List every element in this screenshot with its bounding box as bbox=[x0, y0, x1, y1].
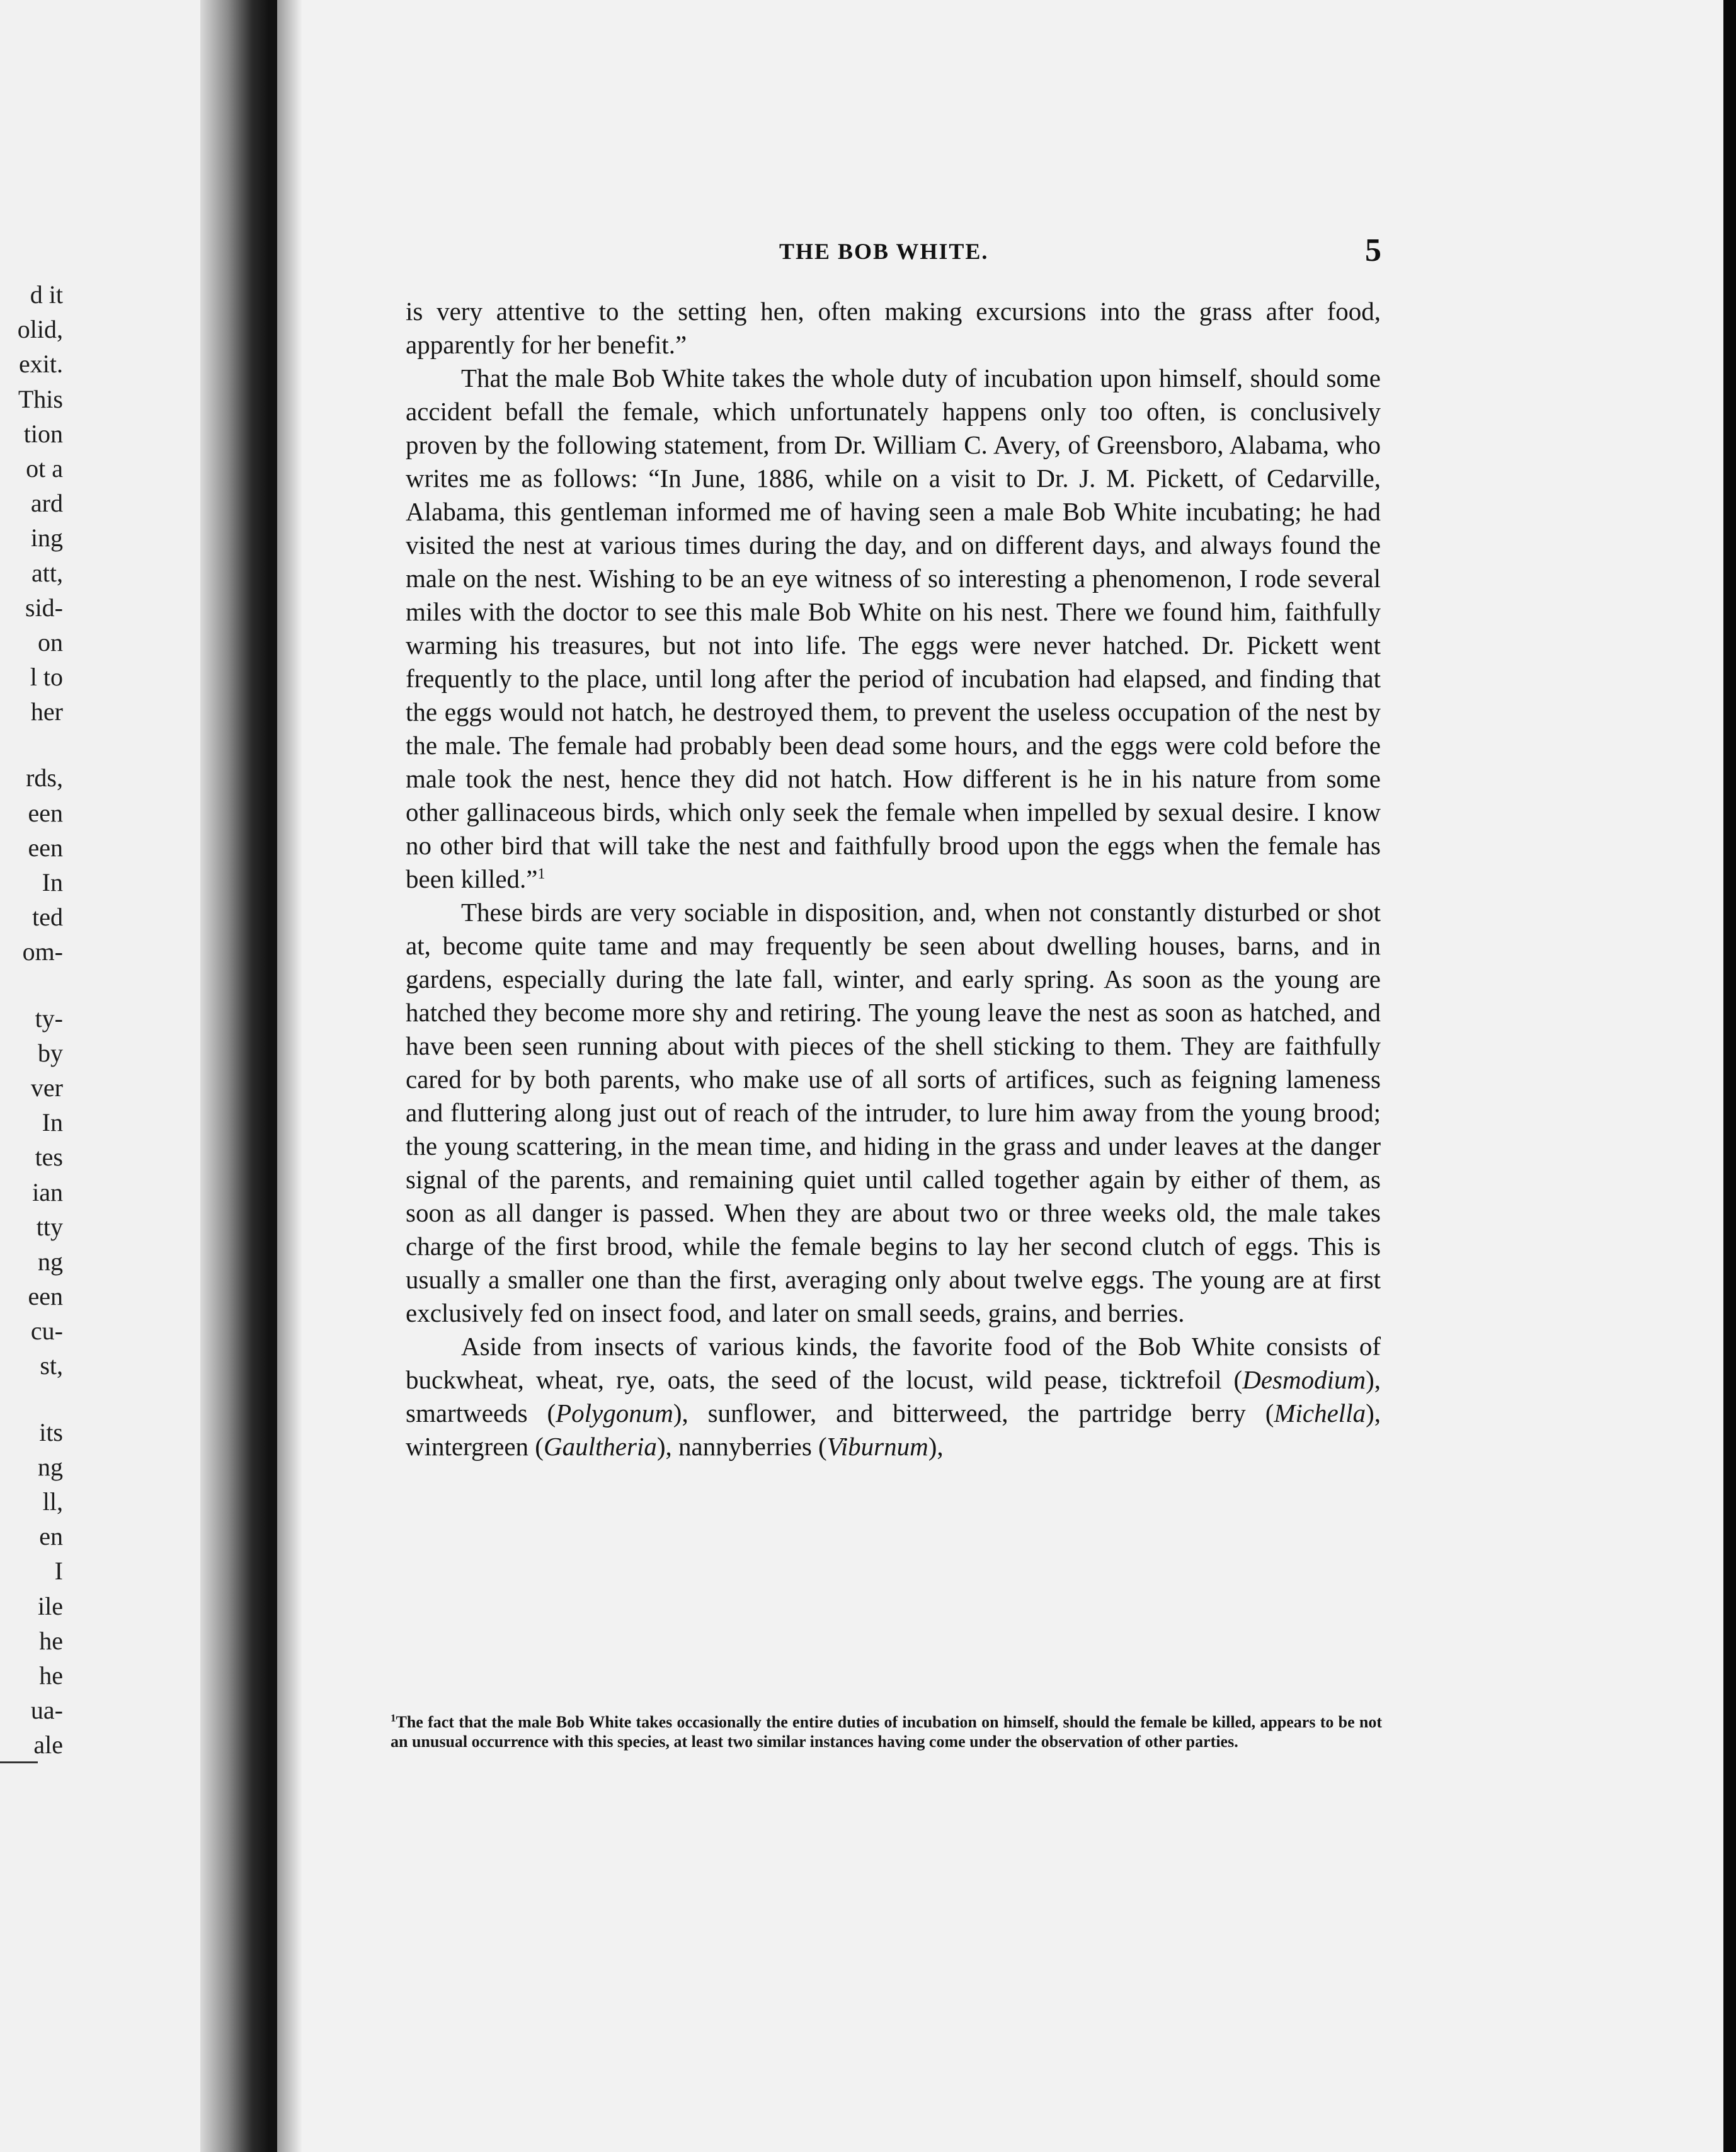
paragraph-2-text: That the male Bob White takes the whole duty of incubation upon himself, should some accident befall the female, which unfortunately happens only too often, is conclusively proven by the following statement, from Dr. William C. Avery, of Greensboro, Alabama, who writes me as follows: “In June, 1886, while on a visit to Dr. J. M. Pickett, of Cedarville, Alabama, this gentleman informed me of having seen a male Bob White incubating; he had visited the nest at various times during the day, and on different days, and always found the male on the nest. Wishing to be an eye witness of so interesting a phenomenon, I rode several miles with the doctor to see this male Bob White on his nest. There we found him, faithfully warming his treasures, but not into life. The eggs were never hatched. Dr. Pickett went frequently to the place, until long after the period of incubation had elapsed, and finding that the eggs would not hatch, he destroyed them, to prevent the useless occupation of the nest by the male. The female had probably been dead some hours, and the eggs were cold before the male took the nest, hence they did not hatch. How different is he in his nature from some other gallinaceous birds, which only seek the female when impelled by sexual desire. I know no other bird that will take the nest and faithfully brood upon the eggs when the female has been killed.” bbox=[406, 363, 1381, 893]
left-page-line-fragment: I bbox=[54, 1557, 63, 1586]
left-page-line-fragment: exit. bbox=[19, 350, 63, 379]
left-page-line-fragment: its bbox=[39, 1417, 63, 1446]
left-page-line-fragment: om- bbox=[22, 937, 63, 966]
paragraph-2 bbox=[406, 362, 1381, 896]
left-page-line-fragment: een bbox=[28, 1282, 63, 1311]
paragraph-4 bbox=[406, 1330, 1381, 1463]
paragraph-1: is very attentive to the setting hen, often making excursions into the grass after food, apparently for her benefit.” bbox=[406, 297, 1381, 359]
left-page-line-fragment: rds, bbox=[26, 764, 63, 793]
paragraph-4-text-f: ), bbox=[928, 1432, 944, 1461]
left-page-line-fragment: by bbox=[38, 1038, 63, 1067]
left-page-line-fragment: ile bbox=[38, 1591, 63, 1620]
left-page-line-fragment: In bbox=[42, 868, 63, 896]
left-page-line-fragment: ng bbox=[38, 1247, 63, 1276]
left-paragraph-gap bbox=[0, 1383, 63, 1415]
paragraph-4-text-c: ), sunflower, and bitterweed, the partridge berry ( bbox=[673, 1399, 1274, 1428]
footnote-reference: 1 bbox=[537, 866, 545, 883]
left-page-line-fragment: att, bbox=[31, 558, 63, 587]
left-page-line-fragment: In bbox=[42, 1108, 63, 1137]
left-page-line-fragment: ot a bbox=[26, 454, 63, 483]
italic-polygonum: Polygonum bbox=[556, 1399, 673, 1428]
paragraph-4-text-e: ), nannyberries ( bbox=[656, 1432, 827, 1461]
left-page-line-fragment: ian bbox=[32, 1177, 63, 1206]
paragraph-4-text-d: ), wintergreen ( bbox=[406, 1399, 1381, 1461]
left-page-line-fragment: cu- bbox=[30, 1317, 63, 1346]
footnote bbox=[391, 1712, 1382, 1751]
paragraph-4-text-a: Aside from insects of various kinds, the favorite food of the Bob White consists of buckwheat, wheat, rye, oats, the seed of the locust, wild pease, ticktrefoil ( bbox=[406, 1332, 1381, 1394]
italic-viburnum: Viburnum bbox=[826, 1432, 928, 1461]
left-page-line-fragment: olid, bbox=[17, 315, 63, 344]
left-page-line-fragment: tes bbox=[35, 1143, 63, 1172]
italic-michella: Michella bbox=[1274, 1399, 1366, 1428]
left-page-line-fragment: en bbox=[39, 1522, 63, 1551]
left-page-line-fragment: sid- bbox=[25, 593, 63, 622]
page-number: 5 bbox=[1365, 232, 1381, 268]
left-page-line-fragment: l to bbox=[30, 663, 63, 692]
left-page-line-fragment: een bbox=[28, 833, 63, 862]
body-text bbox=[406, 295, 1381, 1463]
left-page-line-fragment: he bbox=[39, 1661, 63, 1690]
footnote-mark: 1 bbox=[391, 1712, 396, 1724]
left-page-line-fragment: ua- bbox=[30, 1696, 63, 1725]
book-gutter bbox=[200, 0, 270, 2152]
left-facing-page bbox=[0, 0, 222, 2152]
left-page-line-fragment: st, bbox=[40, 1351, 63, 1380]
left-page-line-fragment: tion bbox=[23, 419, 63, 448]
left-page-line-fragment: on bbox=[38, 627, 63, 656]
left-page-line-fragment: ard bbox=[30, 489, 63, 518]
page-binding-shadow bbox=[277, 0, 302, 2152]
italic-gaultheria: Gaultheria bbox=[543, 1432, 657, 1461]
left-page-line-fragment: ale bbox=[33, 1731, 63, 1760]
left-page-line-fragment: ng bbox=[38, 1452, 63, 1481]
running-head: THE BOB WHITE. bbox=[779, 239, 989, 264]
left-page-line-fragment: een bbox=[28, 798, 63, 827]
left-page-line-fragment: tty bbox=[36, 1212, 63, 1241]
page-edge bbox=[1723, 0, 1736, 2152]
left-page-line-fragment: d it bbox=[30, 280, 63, 309]
paragraph-4-text-b: ), smartweeds ( bbox=[406, 1365, 1381, 1428]
left-page-line-fragment: ted bbox=[32, 903, 63, 932]
left-page-line-fragment: ty- bbox=[35, 1004, 63, 1033]
left-paragraph-gap bbox=[0, 970, 63, 1001]
left-footnote-rule bbox=[0, 1761, 38, 1763]
left-page-text-fragments bbox=[0, 277, 63, 1763]
footnote-text: The fact that the male Bob White takes occasionally the entire duties of incubation on himself, should the female be killed, appears to be not an unusual occurrence with this species, at least two similar instances having come under the observation of other parties. bbox=[391, 1713, 1382, 1751]
left-page-line-fragment: her bbox=[30, 697, 63, 726]
left-page-line-fragment: ing bbox=[30, 524, 63, 552]
italic-desmodium: Desmodium bbox=[1242, 1365, 1366, 1394]
paragraph-3: These birds are very sociable in disposition, and, when not constantly disturbed or shot at, become quite tame and may frequently be seen about dwelling houses, barns, and in gardens, especially during the late fall, winter, and early spring. As soon as the young are hatched they become more shy and retiring. The young leave the nest as soon as hatched, and have been seen running about with pieces of the shell sticking to them. They are faithfully cared for by both parents, who make use of all sorts of artifices, such as feigning lameness and fluttering along just out of reach of the intruder, to lure him away from the young brood; the young scattering, in the mean time, and hiding in the grass and under leaves at the danger signal of the parents, and remaining quiet until called together again by either of them, as soon as all danger is passed. When they are about two or three weeks old, the male takes charge of the first brood, while the female begins to lay her second clutch of eggs. This is usually a smaller one than the first, averaging only about twelve eggs. The young are at first exclusively fed on insect food, and later on small seeds, grains, and berries. bbox=[406, 898, 1381, 1327]
left-page-line-fragment: ll, bbox=[42, 1487, 63, 1516]
left-paragraph-gap bbox=[0, 729, 63, 760]
left-page-line-fragment: he bbox=[39, 1626, 63, 1655]
left-page-line-fragment: This bbox=[18, 384, 63, 413]
left-page-line-fragment: ver bbox=[30, 1073, 63, 1102]
